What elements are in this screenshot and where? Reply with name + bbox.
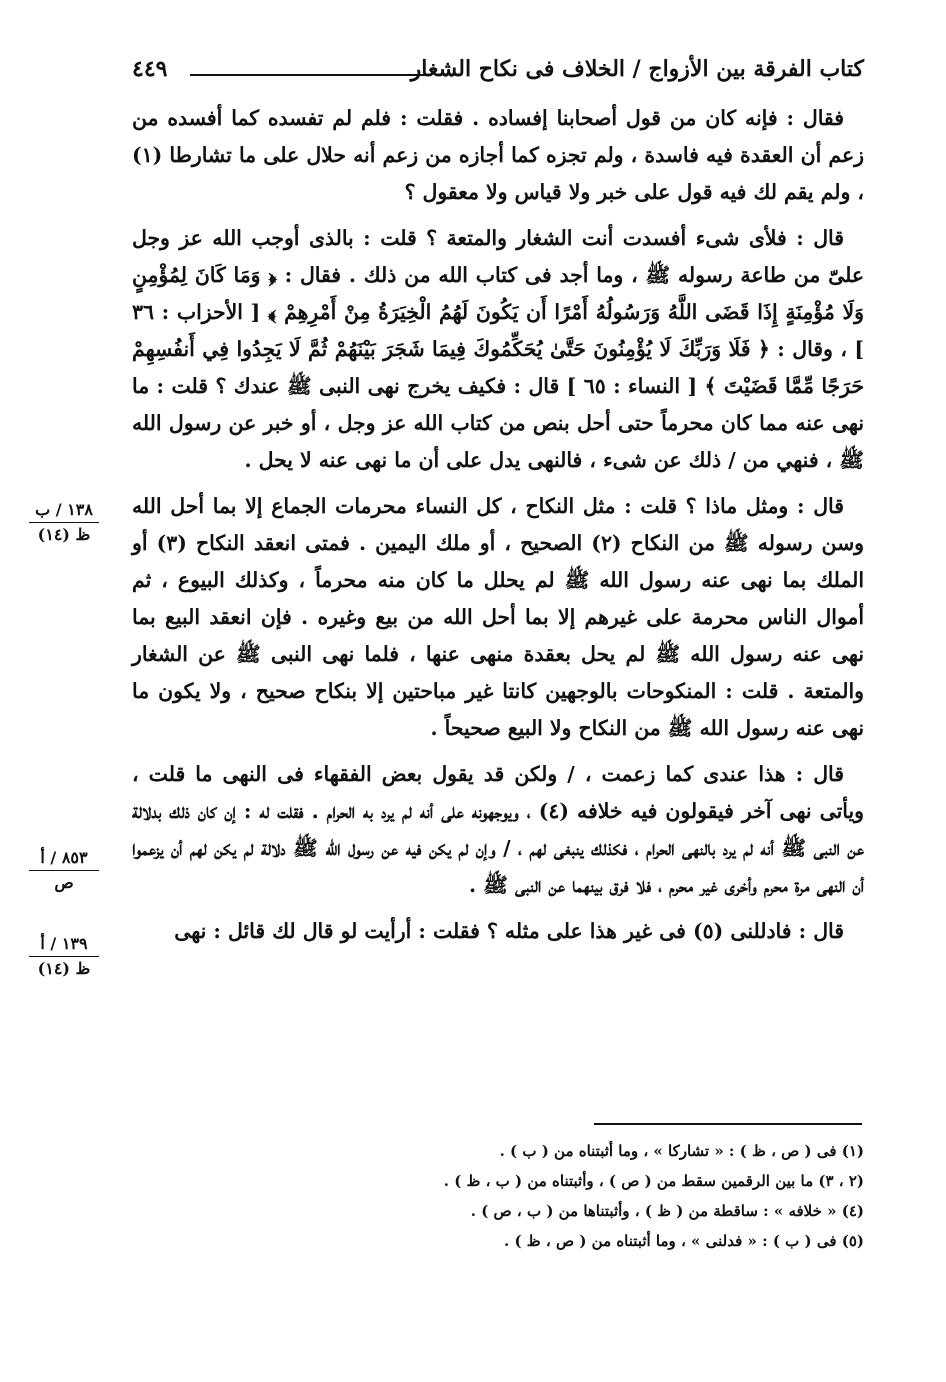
margin-note-rule <box>29 522 99 523</box>
margin-note-rule <box>29 870 99 871</box>
margin-note-manuscript: ص <box>54 873 74 892</box>
running-title: كتاب الفرقة بين الأزواج / الخلاف فى نكاح الشغار <box>410 56 864 82</box>
margin-note-folio: ١٣٨ / ب <box>35 500 93 519</box>
paragraph: قال : فلأى شىء أفسدت أنت الشغار والمتعة ؟ قلت : بالذى أوجب الله عز وجل علىّ من طاعة رسوله ﷺ ، وما أجد فى كتاب الله من ذلك . فقال : ﴿ وَمَا كَانَ لِمُؤْمِنٍ وَلَا مُؤْمِنَةٍ إِذَا قَضَى اللَّهُ وَرَسُولُهُ أَمْرًا أَن يَكُونَ لَهُمُ الْخِيَرَةُ مِنْ أَمْرِهِمْ ﴾ [ الأحزاب : ٣٦ ] ، وقال : ﴿ فَلَا وَرَبِّكَ لَا يُؤْمِنُونَ حَتَّىٰ يُحَكِّمُوكَ فِيمَا شَجَرَ بَيْنَهُمْ ثُمَّ لَا يَجِدُوا فِي أَنفُسِهِمْ حَرَجًا مِّمَّا قَضَيْتَ ﴾ [ النساء : ٦٥ ] قال : فكيف يخرج نهى النبى ﷺ عندك ؟ قلت : ما نهى عنه مما كان محرماً حتى أحل بنص من كتاب الله عز وجل ، أو خبر عن رسول الله ﷺ ، فنهي من / ذلك عن شىء ، فالنهى يدل على أن ما نهى عنه لا يحل . <box>132 226 864 472</box>
paragraph: فقال : فإنه كان من قول أصحابنا إفساده . فقلت : فلم لم تفسده كما أفسده من زعم أن العقدة فيه فاسدة ، ولم تجزه كما أجازه من زعم أنه حلال على ما تشارطا (١) ، ولم يقم لك فيه قول على خبر ولا قياس ولا معقول ؟ <box>132 106 864 204</box>
page-header <box>132 56 864 94</box>
margin-note-rule <box>29 956 99 957</box>
paragraph: قال : فادللنى (٥) فى غير هذا على مثله ؟ فقلت : أرأيت لو قال لك قائل : نهى <box>174 919 844 943</box>
page-number: ٤٤٩ <box>132 56 168 82</box>
margin-note-folio: ٨٥٣ / أ <box>40 848 88 867</box>
footnote-rule <box>594 1123 862 1125</box>
footnote: (٤) « خلافه » : ساقطة من ( ظ ) ، وأثبتناها من ( ب ، ص ) . <box>470 1202 864 1220</box>
paragraph: قال : هذا عندى كما زعمت ، / ولكن قد يقول بعض الفقهاء فى النهى ما قلت ، ويأتى نهى آخر فيقولون فيه خلافه (٤) ، ويوجهونه على أنه لم يرد به الحرام . فقلت له : إن كان ذلك بدلالة عن النبى ﷺ أنه لم يرد بالنهى الحرام ، فكذلك ينبغى لهم ، / وإن لم يكن فيه عن رسول الله ﷺ دلالة لم يكن لهم أن يزعموا أن النهى مرة محرم وأخرى غير محرم ، فلا فرق بينهما عن النبى ﷺ . <box>132 762 864 897</box>
main-text <box>132 100 864 959</box>
margin-note <box>14 500 114 545</box>
header-rule <box>190 74 428 76</box>
margin-note <box>14 848 114 893</box>
margin-note <box>14 934 114 979</box>
footnote: (٢ ، ٣) ما بين الرقمين سقط من ( ص ) ، وأثبتناه من ( ب ، ظ ) . <box>443 1172 864 1190</box>
margin-note-folio: ١٣٩ / أ <box>40 934 88 953</box>
footnote: (١) فى ( ص ، ظ ) : « تشاركا » ، وما أثبتناه من ( ب ) . <box>499 1142 864 1160</box>
footnotes <box>300 1136 864 1256</box>
footnote: (٥) فى ( ب ) : « فدلنى » ، وما أثبتناه من ( ص ، ظ ) . <box>504 1232 864 1250</box>
margin-note-manuscript: ظ (١٤) <box>37 959 91 978</box>
margin-note-manuscript: ظ (١٤) <box>37 525 91 544</box>
paragraph: قال : ومثل ماذا ؟ قلت : مثل النكاح ، كل النساء محرمات الجماع إلا بما أحل الله وسن رسوله ﷺ من النكاح (٢) الصحيح ، أو ملك اليمين . فمتى انعقد النكاح (٣) أو الملك بما نهى عنه رسول الله ﷺ لم يحلل ما كان منه محرماً ، وكذلك البيوع ، ثم أموال الناس محرمة على غيرهم إلا بما أحل الله من بيع وغيره . فإن انعقد البيع بما نهى عنه رسول الله ﷺ لم يحل بعقدة منهى عنها ، فلما نهى النبى ﷺ عن الشغار والمتعة . قلت : المنكوحات بالوجهين كانتا غير مباحتين إلا بنكاح صحيح ، ولا يكون ما نهى عنه رسول الله ﷺ من النكاح ولا البيع صحيحاً . <box>132 494 864 740</box>
